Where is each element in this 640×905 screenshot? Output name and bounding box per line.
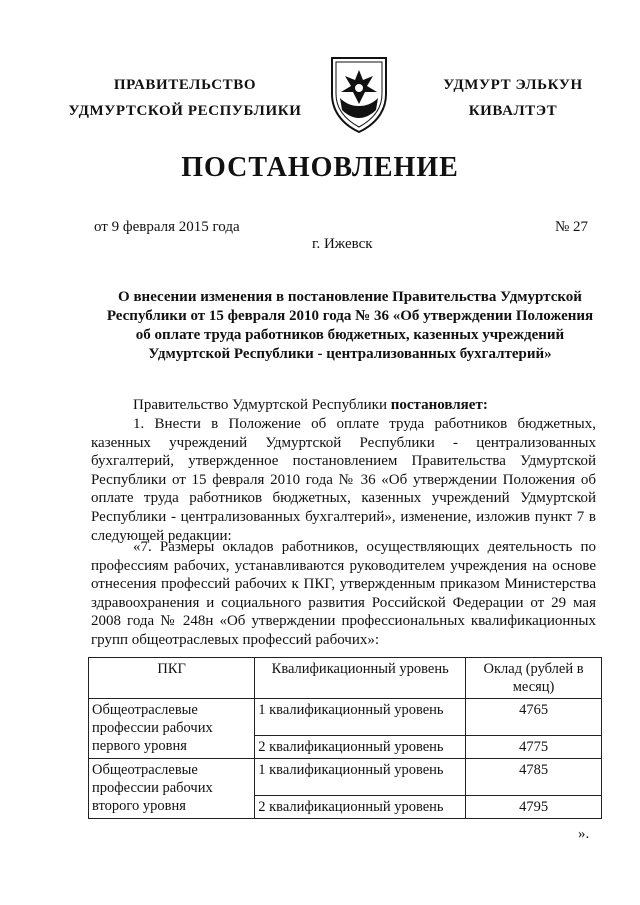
- item-7-paragraph: «7. Размеры окладов работников, осуществляющих деятельность по профессиям рабочих, устанавливаются руководителем учреждения на основе отнесения профессий рабочих к ПКГ, утвержденным приказом Министерства здравоохранения и социального развития Российской Федерации от 29 мая 2008 года № 248н «Об утверждении профессиональных квалификационных групп общеотраслевых профессий рабочих»:: [91, 539, 596, 648]
- column-header-salary: Оклад (рублей в месяц): [466, 658, 602, 699]
- issuer-line-2: УДМУРТСКОЙ РЕСПУБЛИКИ: [68, 103, 302, 119]
- level-cell: 2 квалификационный уровень: [255, 796, 466, 819]
- pkg-group-cell: Общеотраслевые профессии рабочих первого уровня: [89, 699, 255, 759]
- document-title: ПОСТАНОВЛЕНИЕ: [181, 152, 459, 183]
- table-row: [89, 699, 602, 736]
- salary-cell: 4775: [466, 736, 602, 759]
- document-city: г. Ижевск: [312, 236, 373, 252]
- salary-cell: 4795: [466, 796, 602, 819]
- intro-text: Правительство Удмуртской Республики: [133, 397, 391, 413]
- intro-paragraph: [91, 396, 596, 415]
- salary-cell: 4765: [466, 699, 602, 736]
- intro-verb: постановляет:: [390, 397, 488, 413]
- table-header-row: [89, 658, 602, 699]
- column-header-pkg: ПКГ: [89, 658, 255, 699]
- level-cell: 2 квалификационный уровень: [255, 736, 466, 759]
- document-number: № 27: [555, 219, 589, 235]
- level-cell: 1 квалификационный уровень: [255, 699, 466, 736]
- salary-cell: 4785: [466, 759, 602, 796]
- document-date: от 9 февраля 2015 года: [94, 219, 240, 235]
- issuer-header-udmurt: [418, 72, 608, 124]
- issuer-header-russian: [60, 72, 310, 124]
- level-cell: 1 квалификационный уровень: [255, 759, 466, 796]
- table-row: [89, 759, 602, 796]
- column-header-level: Квалификационный уровень: [255, 658, 466, 699]
- issuer-line-1: ПРАВИТЕЛЬСТВО: [113, 77, 257, 93]
- closing-quote: ».: [578, 826, 590, 842]
- issuer-line-udm-1: УДМУРТ ЭЛЬКУН: [443, 77, 583, 93]
- pkg-group-cell: Общеотраслевые профессии рабочих второго уровня: [89, 759, 255, 819]
- salary-table: [88, 657, 602, 819]
- document-subject: О внесении изменения в постановление Правительства Удмуртской Республики от 15 февраля 2010 года № 36 «Об утверждении Положения об оплате труда работников бюджетных, казенных учреждений Удмуртской Республики - централизованных бухгалтерий»: [106, 289, 594, 362]
- item-1-paragraph: 1. Внести в Положение об оплате труда работников бюджетных, казенных учреждений Удмуртской Республики - централизованных бухгалтерий, утвержденное постановлением Правительства Удмуртской Республики от 15 февраля 2010 года № 36 «Об утверждении Положения об оплате труда работников бюджетных, казенных учреждений Удмуртской Республики - централизованных бухгалтерий», изменение, изложив пункт 7 в следующей редакции:: [91, 416, 596, 544]
- coat-of-arms-icon: [326, 52, 392, 134]
- issuer-line-udm-2: КИВАЛТЭТ: [468, 103, 558, 119]
